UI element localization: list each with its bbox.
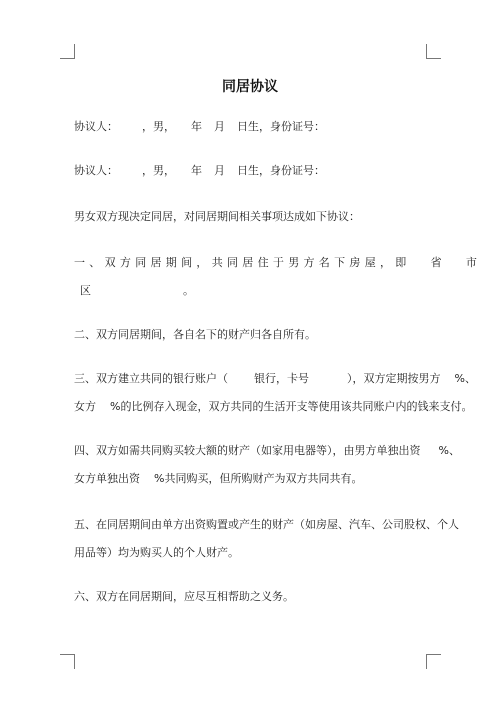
clause3-line1: 三、双方建立共同的银行账户（ 银行，卡号 ），双方定期按男方 %、 <box>74 372 476 385</box>
crop-mark-top-left <box>60 44 75 59</box>
clause3-line2: 女方 %的比例存入现金，双方共同的生活开支等使用该共同账户内的钱来支付。 <box>74 400 473 413</box>
party1-line: 协议人： ，男， 年 月 日生，身份证号： <box>74 120 325 133</box>
clause6-line: 六、双方在同居期间，应尽互相帮助之义务。 <box>74 590 294 603</box>
clause4-line1: 四、双方如需共同购买较大额的财产（如家用电器等），由男方单独出资 %、 <box>74 444 460 457</box>
crop-mark-bottom-left <box>60 654 75 669</box>
clause1-line2: 区 。 <box>80 284 194 297</box>
clause5-line2: 用品等）均为购买人的个人财产。 <box>74 546 239 559</box>
document-title: 同居协议 <box>222 79 278 95</box>
party2-line: 协议人： ，男， 年 月 日生，身份证号： <box>74 164 325 177</box>
clause1-line1: 一、双方同居期间，共同居住于男方名下房屋，即 省 市 <box>74 256 482 269</box>
intro-line: 男女双方现决定同居，对同居期间相关事项达成如下协议： <box>74 210 360 223</box>
clause5-line1: 五、在同居期间由单方出资购置或产生的财产（如房屋、汽车、公司股权、个人 <box>74 518 459 531</box>
crop-mark-top-right <box>426 44 441 59</box>
clause4-line2: 女方单独出资 %共同购买，但所购财产为双方共同共有。 <box>74 472 363 485</box>
clause2-line: 二、双方同居期间，各自名下的财产归各自所有。 <box>74 328 316 341</box>
crop-mark-bottom-right <box>426 654 441 669</box>
